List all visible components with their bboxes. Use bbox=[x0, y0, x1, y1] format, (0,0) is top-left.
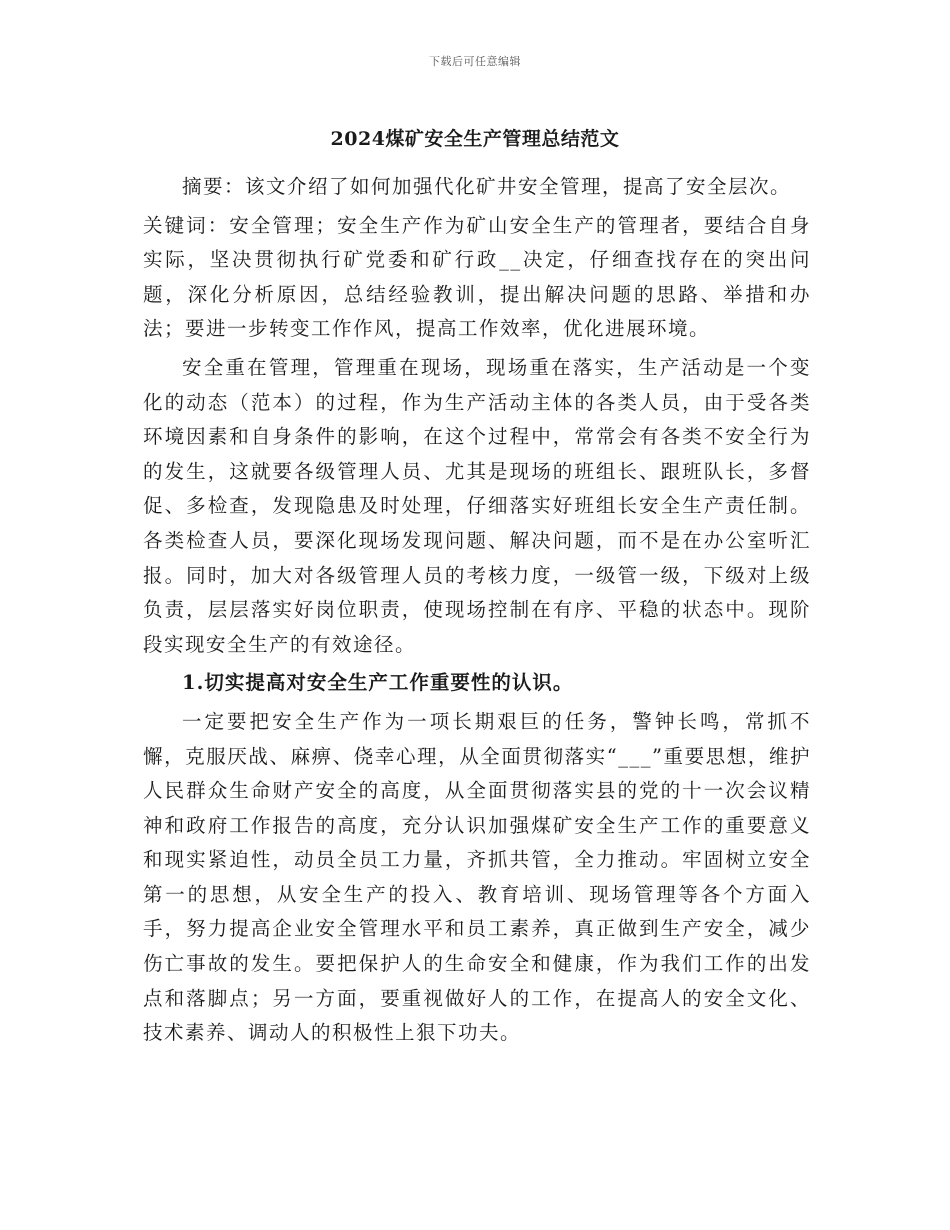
abstract-paragraph: 摘要：该文介绍了如何加强代化矿井安全管理，提高了安全层次。 bbox=[182, 175, 792, 198]
section-heading-1: 1.切实提高对安全生产工作重要性的认识。 bbox=[182, 671, 574, 695]
document-body bbox=[143, 170, 811, 1055]
body-paragraph-1: 安全重在管理，管理重在现场，现场重在落实，生产活动是一个变化的动态（范本）的过程，作为生产活动主体的各类人员，由于受各类环境因素和自身条件的影响，在这个过程中，常常会有各类不安全行为的发生，这就要各级管理人员、尤其是现场的班组长、跟班队长，多督促、多检查，发现隐患及时处理，仔细落实好班组长安全生产责任制。各类检查人员，要深化现场发现问题、解决问题，而不是在办公室听汇报。同时，加大对各级管理人员的考核力度，一级管一级，下级对上级负责，层层落实好岗位职责，使现场控制在有序、平稳的状态中。现阶段实现安全生产的有效途径。 bbox=[143, 355, 811, 656]
page-header-note: 下载后可任意编辑 bbox=[429, 55, 521, 68]
document-title: 2024煤矿安全生产管理总结范文 bbox=[330, 128, 620, 150]
keywords-paragraph: 关键词：安全管理；安全生产作为矿山安全生产的管理者，要结合自身实际，坚决贯彻执行矿党委和矿行政__决定，仔细查找存在的突出问题，深化分析原因，总结经验教训，提出解决问题的思路、举措和办法；要进一步转变工作作风，提高工作效率，优化进展环境。 bbox=[143, 213, 811, 341]
body-paragraph-2: 一定要把安全生产作为一项长期艰巨的任务，警钟长鸣，常抓不懈，克服厌战、麻痹、侥幸心理，从全面贯彻落实“___”重要思想，维护人民群众生命财产安全的高度，从全面贯彻落实县的党的十一次会议精神和政府工作报告的高度，充分认识加强煤矿安全生产工作的重要意义和现实紧迫性，动员全员工力量，齐抓共管，全力推动。牢固树立安全第一的思想，从安全生产的投入、教育培训、现场管理等各个方面入手，努力提高企业安全管理水平和员工素养，真正做到生产安全，减少伤亡事故的发生。要把保护人的生命安全和健康，作为我们工作的出发点和落脚点；另一方面，要重视做好人的工作，在提高人的安全文化、技术素养、调动人的积极性上狠下功夫。 bbox=[143, 709, 811, 1045]
